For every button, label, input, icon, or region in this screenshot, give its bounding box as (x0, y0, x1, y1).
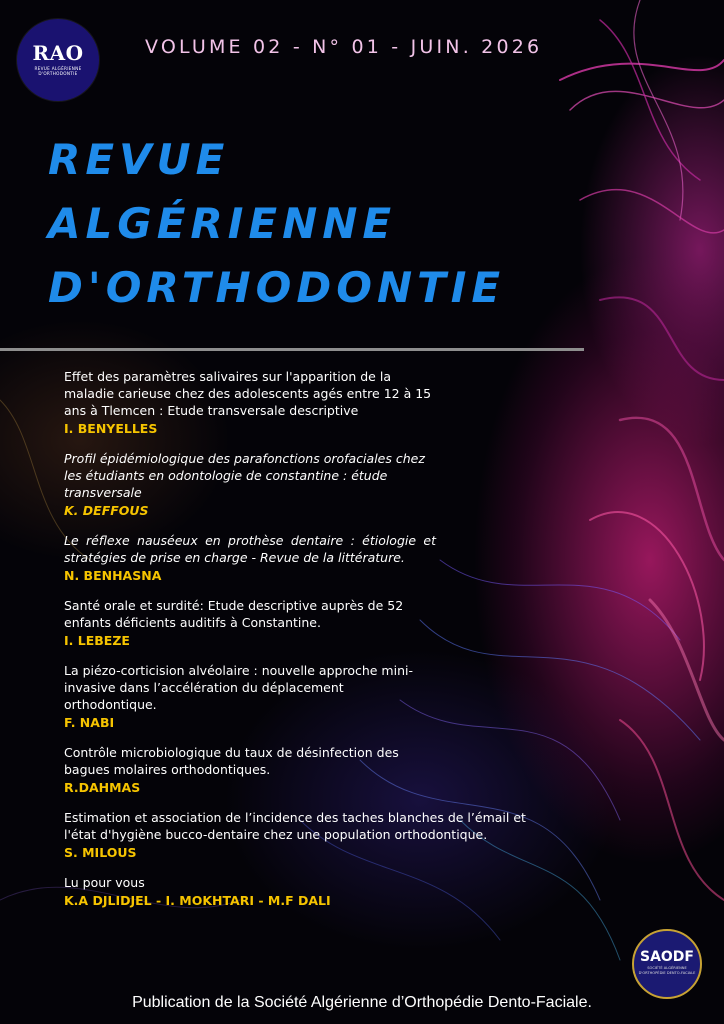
toc-entry (64, 809, 544, 861)
article-authors: K.A DJLIDJEL - I. MOKHTARI - M.F DALI (64, 893, 331, 908)
table-of-contents (64, 368, 526, 922)
article-title: Profil épidémiologique des parafonctions orofaciales chez les étudiants en odontologie de constantine : étude transversale (64, 451, 425, 500)
article-title: Effet des paramètres salivaires sur l'apparition de la maladie carieuse chez des adolescents agés entre 12 à 15 ans à Tlemcen : Etude transversale descriptive (64, 369, 432, 418)
title-line-3: D'ORTHODONTIE (48, 263, 506, 312)
article-title: Le réflexe nauséeux en prothèse dentaire : étiologie et stratégies de prise en charge - Revue de la littérature. (64, 533, 436, 565)
title-divider (0, 348, 584, 351)
rao-logo-subtitle: REVUE ALGÉRIENNE D'ORTHODONTIE (34, 66, 82, 76)
article-title: Estimation et association de l’incidence des taches blanches de l’émail et l'état d'hygiène bucco-dentaire chez une population orthodontique. (64, 810, 526, 842)
toc-entry (64, 744, 436, 796)
rao-logo-abbr: RAO (32, 41, 84, 65)
article-authors: K. DEFFOUS (64, 503, 149, 518)
journal-title (48, 128, 505, 320)
saodf-logo-abbr: SAODF (639, 949, 694, 965)
article-authors: I. BENYELLES (64, 421, 158, 436)
toc-entry (64, 597, 436, 649)
article-authors: N. BENHASNA (64, 568, 162, 583)
saodf-logo-subtitle: SOCIÉTÉ ALGÉRIENNE D'ORTHOPÉDIE DENTO-FACIALE (638, 966, 696, 975)
article-authors: S. MILOUS (64, 845, 137, 860)
title-line-1: REVUE (48, 135, 230, 184)
article-title: Contrôle microbiologique du taux de désinfection des bagues molaires orthodontiques. (64, 745, 399, 777)
article-authors: I. LEBEZE (64, 633, 130, 648)
toc-entry (64, 874, 436, 909)
rao-logo (17, 19, 99, 101)
toc-entry (64, 532, 436, 584)
toc-entry (64, 662, 436, 731)
article-authors: F. NABI (64, 715, 115, 730)
title-line-2: ALGÉRIENNE (48, 199, 397, 248)
saodf-logo (632, 929, 702, 999)
toc-entry (64, 368, 436, 437)
issue-line: VOLUME 02 - N° 01 - JUIN. 2026 (145, 36, 543, 58)
publisher-footer: Publication de la Société Algérienne d’Orthopédie Dento-Faciale. (132, 994, 592, 1011)
article-title: Lu pour vous (64, 875, 145, 890)
toc-entry (64, 450, 436, 519)
article-title: La piézo-corticision alvéolaire : nouvelle approche mini-invasive dans l’accélération du déplacement orthodontique. (64, 663, 413, 712)
article-title: Santé orale et surdité: Etude descriptive auprès de 52 enfants déficients auditifs à Constantine. (64, 598, 404, 630)
article-authors: R.DAHMAS (64, 780, 141, 795)
